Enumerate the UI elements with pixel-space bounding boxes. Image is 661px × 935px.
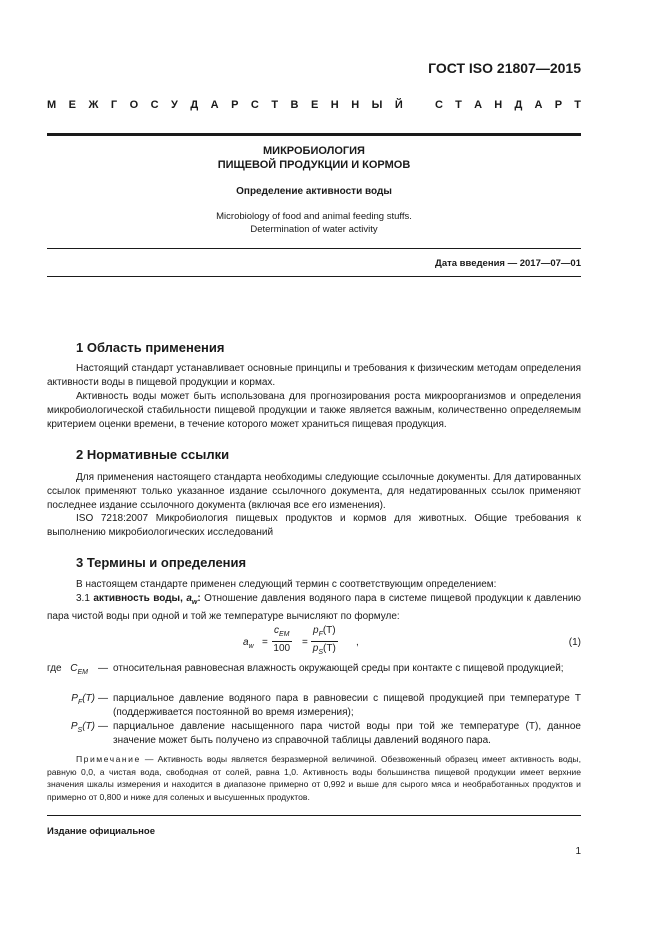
term-definition: Отношение давления водяного пара в системе пищевой продукции к давлению пара чистой воды при одной и той же температуре вычисляют по формуле: bbox=[47, 593, 582, 622]
banner-letter: А bbox=[474, 99, 483, 111]
banner-letter: О bbox=[129, 99, 139, 111]
banner-word-interstate bbox=[47, 99, 403, 115]
definition-text: парциальное давление водяного пара в равновесии с пищевой продукцией при температуре T (поддерживается постоянной во время измерения); bbox=[113, 693, 581, 718]
formula-comma: , bbox=[356, 637, 359, 648]
date-rule-bottom bbox=[47, 276, 581, 277]
definition-cem bbox=[0, 662, 661, 692]
english-title-line-1: Microbiology of food and animal feeding stuffs. bbox=[216, 211, 412, 222]
definition-symbol: $C_{EM}$ bbox=[70, 663, 88, 676]
section-3-paragraph-1: В настоящем стандарте применен следующий термин с соответствующим определением: bbox=[76, 579, 497, 590]
definition-dash: — bbox=[98, 663, 108, 674]
where-label: где bbox=[47, 663, 62, 674]
banner-letter: Е bbox=[68, 99, 76, 111]
banner-letter: А bbox=[534, 99, 543, 111]
formula-water-activity bbox=[243, 624, 383, 664]
document-title bbox=[47, 144, 581, 172]
header-rule bbox=[47, 133, 581, 136]
section-1-heading: 1 Область применения bbox=[76, 340, 225, 355]
formula-fraction-pressure: $\frac{p_F(T)}{p_S(T)}$ bbox=[312, 625, 336, 656]
banner-letter: С bbox=[150, 99, 159, 111]
banner-letter: Н bbox=[330, 99, 339, 111]
banner-letter: Т bbox=[455, 99, 462, 111]
note-text: — Активность воды является безразмерной величиной. Обезвоженный образец имеет активность воды, равную 0,0, а чистая вода, свободная от солей, равна 1,0. Активность воды большинства пищевой продукции имеет верхние значения шкалы измерения и находится в диапазоне примерно от 0,992 и выше для сырого мяса и необработанных продуктов и примерно от 0,800 и ниже для соленых и высушенных продуктов. bbox=[47, 754, 581, 802]
term-3-1 bbox=[47, 592, 581, 624]
banner-letter: С bbox=[435, 99, 443, 111]
note-label: Примечание bbox=[76, 754, 141, 764]
title-line-1: МИКРОБИОЛОГИЯ bbox=[263, 145, 365, 157]
section-3-heading: 3 Термины и определения bbox=[76, 555, 247, 570]
banner-letter: Н bbox=[494, 99, 503, 111]
banner-letter: Т bbox=[271, 99, 279, 111]
official-edition-label: Издание официальное bbox=[47, 826, 155, 837]
definition-ps bbox=[0, 720, 661, 750]
banner-letter: Г bbox=[110, 99, 118, 111]
note-paragraph bbox=[47, 753, 581, 803]
date-rule-top bbox=[47, 248, 581, 249]
formula-equals-1: = bbox=[262, 637, 268, 648]
introduction-date: Дата введения — 2017—07—01 bbox=[435, 258, 581, 269]
banner-letter: М bbox=[47, 99, 57, 111]
english-title-line-2: Determination of water activity bbox=[250, 224, 378, 235]
definition-dash: — bbox=[98, 693, 108, 704]
banner-letter: Й bbox=[394, 99, 403, 111]
formula-lhs: $a_w$ bbox=[243, 637, 254, 650]
footer-rule bbox=[47, 815, 581, 816]
document-subtitle: Определение активности воды bbox=[236, 186, 392, 197]
formula-number: (1) bbox=[568, 637, 581, 648]
english-title bbox=[47, 210, 581, 236]
definition-text: парциальное давление насыщенного пара чистой воды при той же температуре (T), данное значение может быть получено из справочной таблицы давлений водяного пара. bbox=[113, 721, 581, 746]
interstate-standard-banner bbox=[47, 99, 581, 115]
formula-equals-2: = bbox=[302, 637, 308, 648]
term-name: активность воды, $a_w$: bbox=[93, 593, 201, 606]
banner-letter: В bbox=[290, 99, 299, 111]
section-1-paragraph-1: Настоящий стандарт устанавливает основные принципы и требования к физическим методам определения активности воды в пищевой продукции и кормах. bbox=[47, 363, 581, 388]
page-number: 1 bbox=[575, 846, 581, 857]
banner-letter: Ы bbox=[371, 99, 383, 111]
section-2-heading: 2 Нормативные ссылки bbox=[76, 447, 230, 462]
section-1-paragraph-2: Активность воды может быть использована для прогнозирования роста микроорганизмов и определения микробиологической стабильности пищевой продукции и также является важным, количественно определяемым критерием оценки времени, в течение которого может храниться пищевая продукция. bbox=[47, 391, 581, 430]
definition-symbol: $P_S(T)$ bbox=[70, 721, 95, 734]
formula-fraction-cem: $c_{EM}$ 100 bbox=[273, 625, 291, 654]
section-2-paragraph-2: ISO 7218:2007 Микробиология пищевых продуктов и кормов для животных. Общие требования к выполнению микробиологических исследований bbox=[47, 513, 581, 538]
banner-letter: Ж bbox=[88, 99, 99, 111]
term-number: 3.1 bbox=[76, 593, 90, 604]
banner-letter: Н bbox=[351, 99, 360, 111]
banner-letter: Д bbox=[190, 99, 199, 111]
banner-letter: А bbox=[210, 99, 219, 111]
definition-pf bbox=[0, 692, 661, 722]
section-2-paragraph-1: Для применения настоящего стандарта необходимы следующие ссылочные документы. Для датированных ссылок применяют только указанное издание ссылочного документа, для недатированных ссылок применяют последнее издание ссылочного документа (включая все его изменения). bbox=[47, 472, 581, 511]
banner-word-standard bbox=[435, 99, 581, 115]
banner-letter: Р bbox=[231, 99, 239, 111]
definition-symbol: $P_F(T)$ bbox=[71, 693, 95, 706]
standard-code: ГОСТ ISO 21807—2015 bbox=[428, 60, 581, 76]
banner-letter: Т bbox=[574, 99, 581, 111]
definition-dash: — bbox=[98, 721, 108, 732]
banner-letter: Р bbox=[554, 99, 563, 111]
banner-letter: С bbox=[250, 99, 259, 111]
banner-letter: У bbox=[171, 99, 178, 111]
title-line-2: ПИЩЕВОЙ ПРОДУКЦИИ И КОРМОВ bbox=[217, 159, 411, 171]
banner-letter: Д bbox=[514, 99, 523, 111]
definition-text: относительная равновесная влажность окружающей среды при контакте с пищевой продукцией; bbox=[113, 663, 564, 674]
banner-letter: Е bbox=[310, 99, 319, 111]
